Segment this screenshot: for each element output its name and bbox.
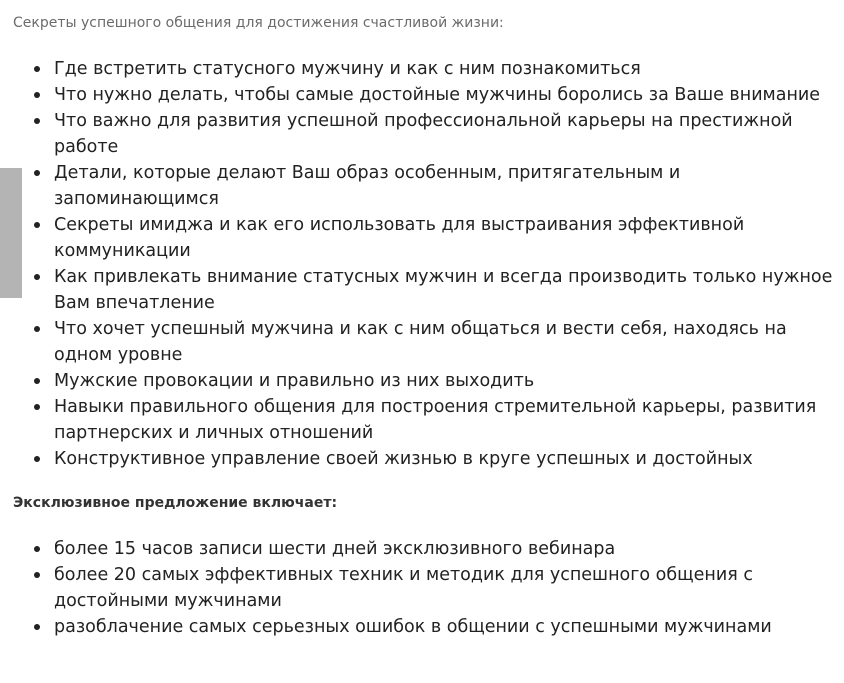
list-item: Что хочет успешный мужчина и как с ним общаться и вести себя, находясь на одном уровне <box>54 316 834 368</box>
list-item: Мужские провокации и правильно из них выходить <box>54 368 834 394</box>
side-feedback-tab[interactable] <box>0 168 22 298</box>
intro-text: Секреты успешного общения для достижения счастливой жизни: <box>13 15 504 31</box>
list-item: Где встретить статусного мужчину и как с ним познакомиться <box>54 56 834 82</box>
secrets-list <box>54 56 834 472</box>
list-item: более 15 часов записи шести дней эксклюзивного вебинара <box>54 536 834 562</box>
list-item: Что важно для развития успешной профессиональной карьеры на престижной работе <box>54 108 834 160</box>
list-item: разоблачение самых серьезных ошибок в общении с успешными мужчинами <box>54 614 834 640</box>
list-item: Конструктивное управление своей жизнью в круге успешных и достойных <box>54 446 834 472</box>
list-item: Навыки правильного общения для построения стремительной карьеры, развития партнерских и личных отношений <box>54 394 834 446</box>
list-item: Детали, которые делают Ваш образ особенным, притягательным и запоминающимся <box>54 160 834 212</box>
offer-list <box>54 536 834 640</box>
list-item: Секреты имиджа и как его использовать для выстраивания эффективной коммуникации <box>54 212 834 264</box>
offer-heading: Эксклюзивное предложение включает: <box>13 495 338 511</box>
list-item: более 20 самых эффективных техник и методик для успешного общения с достойными мужчинами <box>54 562 834 614</box>
list-item: Как привлекать внимание статусных мужчин и всегда производить только нужное Вам впечатление <box>54 264 834 316</box>
list-item: Что нужно делать, чтобы самые достойные мужчины боролись за Ваше внимание <box>54 82 834 108</box>
